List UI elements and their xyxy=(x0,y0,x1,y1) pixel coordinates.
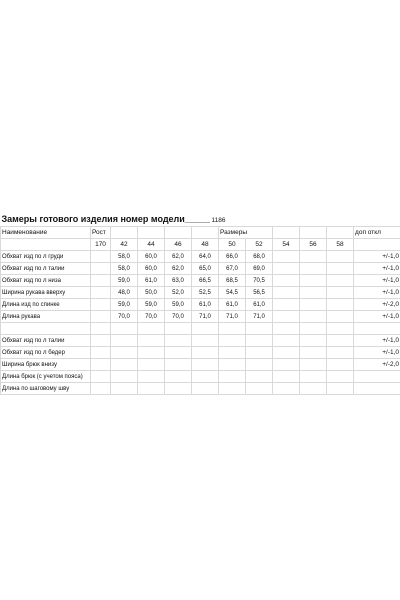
size-header-cell: 50 xyxy=(219,239,246,251)
spacer-row xyxy=(1,323,400,335)
header-height: Рост xyxy=(91,227,111,239)
measurement-value xyxy=(300,311,327,323)
measurement-value: 66,0 xyxy=(219,251,246,263)
measurement-name: Обхват изд по л низа xyxy=(1,275,91,287)
measurement-value: 62,0 xyxy=(165,251,192,263)
measurement-value xyxy=(273,287,300,299)
measurement-name: Обхват изд по л груди xyxy=(1,251,91,263)
tolerance-value: +/-1,0 xyxy=(354,251,400,263)
measurement-value: 59,0 xyxy=(138,299,165,311)
measurement-value: 61,0 xyxy=(246,299,273,311)
height-value: 170 xyxy=(91,239,111,251)
measurement-value xyxy=(300,251,327,263)
measurement-row xyxy=(1,347,400,359)
measurement-value: 50,0 xyxy=(138,287,165,299)
measurement-value xyxy=(300,275,327,287)
measurement-name: Длина по шаговому шву xyxy=(1,383,91,395)
measurement-row xyxy=(1,335,400,347)
measurement-value: 52,5 xyxy=(192,287,219,299)
size-header-cell: 56 xyxy=(300,239,327,251)
measurement-value: 59,0 xyxy=(111,299,138,311)
measurement-value: 52,0 xyxy=(165,287,192,299)
measurement-value: 56,5 xyxy=(246,287,273,299)
measurement-value: 68,5 xyxy=(219,275,246,287)
measurement-row xyxy=(1,359,400,371)
measurement-value: 71,0 xyxy=(219,311,246,323)
measurement-value xyxy=(327,275,354,287)
sheet-title xyxy=(1,212,246,227)
measurement-value xyxy=(300,299,327,311)
tolerance-value: +/-1,0 xyxy=(354,263,400,275)
measurement-value xyxy=(300,263,327,275)
measurement-value: 48,0 xyxy=(111,287,138,299)
measurement-value: 68,0 xyxy=(246,251,273,263)
size-row xyxy=(1,239,400,251)
measurement-value xyxy=(300,287,327,299)
measurement-row xyxy=(1,251,400,263)
model-number: 1186 xyxy=(211,217,226,224)
measurement-value: 70,0 xyxy=(111,311,138,323)
measurement-row xyxy=(1,263,400,275)
measurement-value: 58,0 xyxy=(111,251,138,263)
measurement-value: 64,0 xyxy=(192,251,219,263)
measurement-value: 66,5 xyxy=(192,275,219,287)
tolerance-value: +/-2,0 xyxy=(354,299,400,311)
tolerance-value: +/-1,0 xyxy=(354,287,400,299)
measurement-value: 54,5 xyxy=(219,287,246,299)
size-header-cell: 52 xyxy=(246,239,273,251)
measurement-name: Длина рукава xyxy=(1,311,91,323)
measurement-row xyxy=(1,383,400,395)
header-row xyxy=(1,227,400,239)
measurement-name: Длина изд по спинке xyxy=(1,299,91,311)
tolerance-value xyxy=(354,371,400,383)
measurement-value xyxy=(273,275,300,287)
measurement-value xyxy=(327,299,354,311)
size-header-cell: 58 xyxy=(327,239,354,251)
measurement-sheet xyxy=(0,212,400,395)
measurement-value: 65,0 xyxy=(192,263,219,275)
measurement-value: 59,0 xyxy=(111,275,138,287)
header-name: Наименование xyxy=(1,227,91,239)
measurement-name: Обхват изд по л талии xyxy=(1,263,91,275)
tolerance-value: +/-1,0 xyxy=(354,335,400,347)
measurement-row xyxy=(1,371,400,383)
measurement-value xyxy=(327,251,354,263)
tolerance-value xyxy=(354,383,400,395)
measurement-value: 61,0 xyxy=(192,299,219,311)
measurement-value xyxy=(327,263,354,275)
measurement-value: 71,0 xyxy=(246,311,273,323)
title-row xyxy=(1,212,400,227)
measurement-row xyxy=(1,287,400,299)
size-header-cell: 46 xyxy=(165,239,192,251)
measurement-name: Ширина брюк внизу xyxy=(1,359,91,371)
measurement-name: Обхват изд по л талии xyxy=(1,335,91,347)
measurement-value: 62,0 xyxy=(165,263,192,275)
measurement-value xyxy=(273,299,300,311)
measurement-value xyxy=(273,263,300,275)
measurement-name: Длина брюк (с учетом пояса) xyxy=(1,371,91,383)
header-tolerance: доп откл xyxy=(354,227,400,239)
measurement-value: 61,0 xyxy=(219,299,246,311)
measurement-row xyxy=(1,275,400,287)
header-sizes: Размеры xyxy=(219,227,273,239)
measurement-value xyxy=(273,251,300,263)
tolerance-value: +/-1,0 xyxy=(354,311,400,323)
measurement-row xyxy=(1,311,400,323)
measurement-value: 67,0 xyxy=(219,263,246,275)
measurement-name: Ширина рукава вверху xyxy=(1,287,91,299)
measurement-row xyxy=(1,299,400,311)
measurement-value: 70,0 xyxy=(138,311,165,323)
measurement-value xyxy=(327,287,354,299)
measurement-value xyxy=(327,311,354,323)
size-header-cell: 54 xyxy=(273,239,300,251)
measurement-value: 71,0 xyxy=(192,311,219,323)
measurement-value: 70,5 xyxy=(246,275,273,287)
measurement-name: Обхват изд по л бедер xyxy=(1,347,91,359)
measurement-value: 70,0 xyxy=(165,311,192,323)
tolerance-value: +/-1,0 xyxy=(354,275,400,287)
size-header-cell: 44 xyxy=(138,239,165,251)
measurement-value: 61,0 xyxy=(138,275,165,287)
measurements-table xyxy=(0,212,400,395)
tolerance-value: +/-1,0 xyxy=(354,347,400,359)
measurement-value: 58,0 xyxy=(111,263,138,275)
title-text: Замеры готового изделия номер модели_____ xyxy=(1,214,210,224)
measurement-value: 63,0 xyxy=(165,275,192,287)
tolerance-value: +/-2,0 xyxy=(354,359,400,371)
measurement-value: 59,0 xyxy=(165,299,192,311)
measurement-value: 60,0 xyxy=(138,263,165,275)
measurement-value: 69,0 xyxy=(246,263,273,275)
measurement-value xyxy=(273,311,300,323)
measurement-value: 60,0 xyxy=(138,251,165,263)
size-header-cell: 48 xyxy=(192,239,219,251)
size-header-cell: 42 xyxy=(111,239,138,251)
